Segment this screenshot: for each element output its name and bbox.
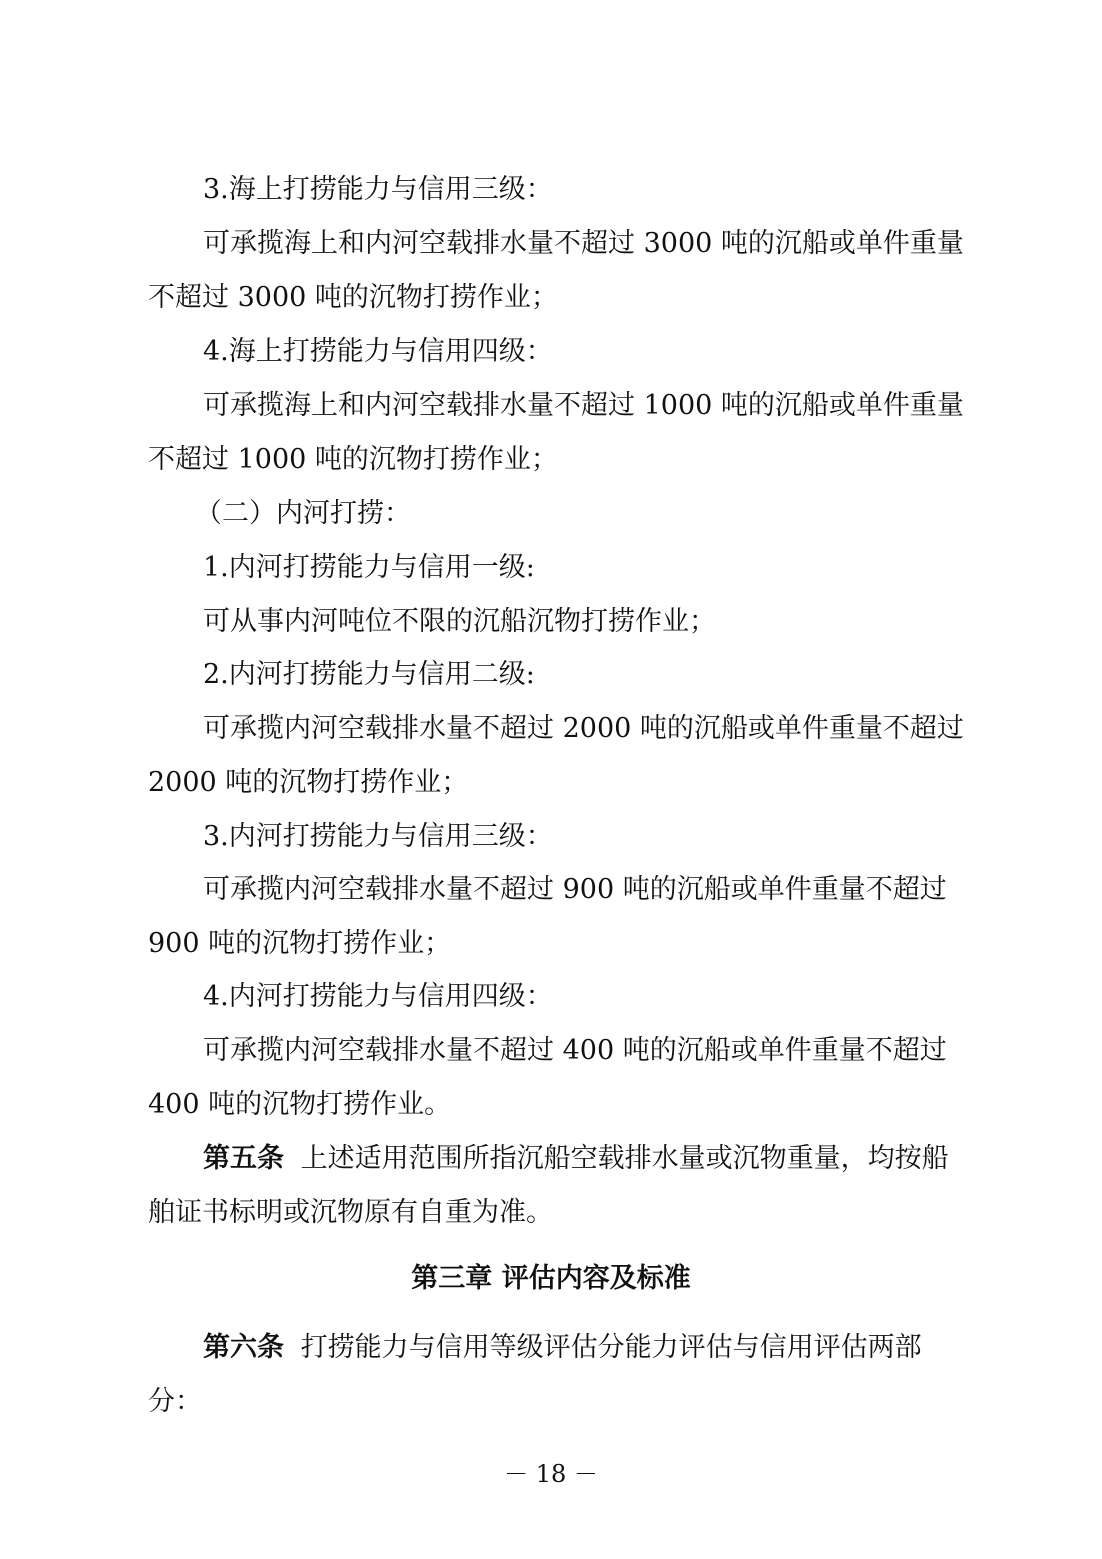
article-5-label: 第五条	[203, 1143, 284, 1174]
item-sea-level4-desc: 可承揽海上和内河空载排水量不超过 1000 吨的沉船或单件重量	[203, 390, 964, 421]
article-6-label: 第六条	[203, 1332, 284, 1363]
section-inland-heading: （二）内河打捞：	[195, 498, 411, 529]
item-sea-level4-heading: 4.海上打捞能力与信用四级：	[203, 336, 553, 367]
item-inland-level4-desc-cont: 400 吨的沉物打捞作业。	[148, 1089, 452, 1120]
article-6-text: 打捞能力与信用等级评估分能力评估与信用评估两部	[300, 1332, 922, 1363]
item-sea-level3-desc: 可承揽海上和内河空载排水量不超过 3000 吨的沉船或单件重量	[203, 228, 964, 259]
item-sea-level3-heading: 3.海上打捞能力与信用三级：	[203, 174, 553, 205]
article-6	[203, 1321, 1023, 1375]
item-inland-level1-heading: 1.内河打捞能力与信用一级:	[203, 552, 535, 583]
article-5	[203, 1132, 1023, 1186]
item-inland-level1-desc: 可从事内河吨位不限的沉船沉物打捞作业；	[203, 606, 716, 637]
item-inland-level4-desc: 可承揽内河空载排水量不超过 400 吨的沉船或单件重量不超过	[203, 1035, 947, 1066]
item-inland-level4-heading: 4.内河打捞能力与信用四级：	[203, 981, 553, 1012]
item-inland-level3-desc-cont: 900 吨的沉物打捞作业；	[148, 928, 452, 959]
item-sea-level3-desc-cont: 不超过 3000 吨的沉物打捞作业；	[148, 282, 558, 313]
article-6-text-cont: 分：	[148, 1386, 202, 1417]
chapter-3-title: 第三章 评估内容及标准	[411, 1263, 691, 1294]
article-5-text: 上述适用范围所指沉船空载排水量或沉物重量，均按船	[300, 1143, 949, 1174]
item-inland-level3-heading: 3.内河打捞能力与信用三级：	[203, 821, 553, 852]
page-number: － 18 －	[504, 1460, 598, 1488]
item-inland-level2-heading: 2.内河打捞能力与信用二级:	[203, 659, 535, 690]
item-sea-level4-desc-cont: 不超过 1000 吨的沉物打捞作业；	[148, 444, 558, 475]
article-5-text-cont: 舶证书标明或沉物原有自重为准。	[148, 1197, 553, 1228]
item-inland-level2-desc: 可承揽内河空载排水量不超过 2000 吨的沉船或单件重量不超过	[203, 713, 964, 744]
item-inland-level3-desc: 可承揽内河空载排水量不超过 900 吨的沉船或单件重量不超过	[203, 874, 947, 905]
item-inland-level2-desc-cont: 2000 吨的沉物打捞作业；	[148, 767, 469, 798]
